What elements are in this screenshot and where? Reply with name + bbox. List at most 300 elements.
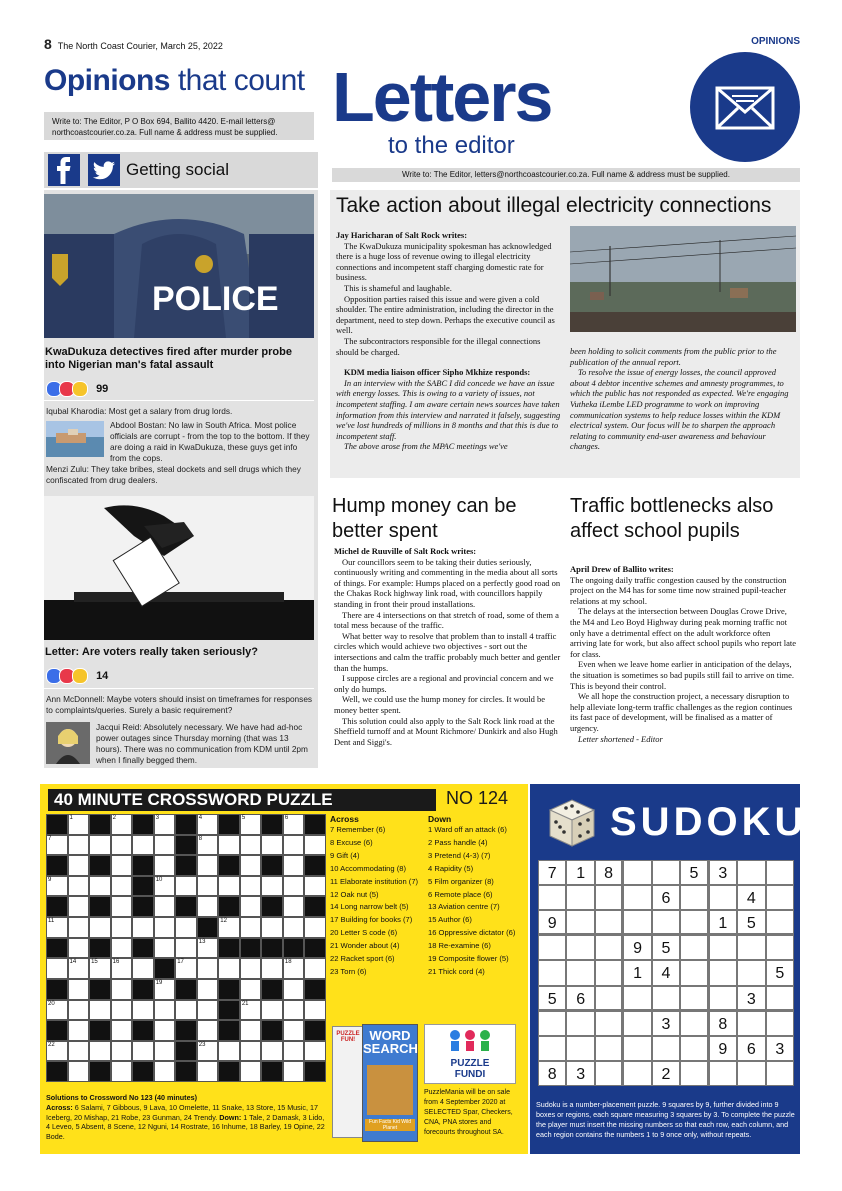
sudoku-cell[interactable]	[680, 885, 708, 910]
crossword-black-cell	[46, 1020, 68, 1041]
crossword-cell[interactable]	[197, 1020, 219, 1041]
crossword-cell[interactable]	[283, 1020, 305, 1041]
crossword-cell[interactable]	[68, 958, 90, 979]
crossword-cell[interactable]	[218, 958, 240, 979]
sudoku-cell[interactable]	[652, 910, 680, 935]
crossword-cell[interactable]	[111, 917, 133, 938]
crossword-cell[interactable]	[111, 958, 133, 979]
sudoku-cell[interactable]	[538, 935, 566, 960]
crossword-cell[interactable]	[175, 917, 197, 938]
crossword-cell[interactable]	[283, 979, 305, 1000]
solutions-down-label: Down:	[219, 1112, 242, 1122]
clue-number: 7	[48, 835, 52, 842]
sudoku-cell[interactable]: 1	[709, 910, 737, 935]
crossword-cell[interactable]	[240, 835, 262, 856]
crossword-cell[interactable]	[304, 1000, 326, 1021]
crossword-cell[interactable]	[304, 835, 326, 856]
crossword-cell[interactable]	[68, 896, 90, 917]
crossword-cell[interactable]	[197, 855, 219, 876]
crossword-cell[interactable]	[46, 876, 68, 897]
crossword-cell[interactable]	[89, 958, 111, 979]
crossword-cell[interactable]	[132, 958, 154, 979]
crossword-cell[interactable]	[283, 1000, 305, 1021]
crossword-cell[interactable]	[283, 1041, 305, 1062]
crossword-cell[interactable]	[111, 814, 133, 835]
crossword-cell[interactable]	[68, 938, 90, 959]
solutions-down: 1 Tale, 2 Damask, 3 Lido, 4 Leveo, 5 Absent, 8 Scene, 12 Nguni, 14 Rostrate, 16 Inhume, 18 Barley, 19 Opine, 22 Bode.	[46, 1112, 325, 1142]
crossword-cell[interactable]	[283, 896, 305, 917]
sudoku-cell[interactable]: 5	[538, 986, 566, 1011]
crossword-cell[interactable]	[154, 1041, 176, 1062]
hump-letter-author: Michel de Ruuville of Salt Rock writes:	[334, 546, 477, 556]
paragraph: The above arose from the MPAC meetings we've	[344, 441, 508, 452]
traffic-letter-headline: Traffic bottlenecks also affect school pupils	[570, 495, 774, 542]
social-story-2-reactions	[46, 668, 108, 684]
crossword-cell[interactable]	[46, 835, 68, 856]
crossword-grid[interactable]	[46, 814, 326, 1082]
crossword-cell[interactable]	[197, 1061, 219, 1082]
wow-icon	[72, 381, 88, 397]
sudoku-cell[interactable]	[680, 1036, 708, 1061]
crossword-cell[interactable]	[132, 1000, 154, 1021]
crossword-cell[interactable]	[197, 979, 219, 1000]
sudoku-cell[interactable]	[766, 1061, 794, 1086]
comment: Iqubal Kharodia: Most get a salary from drug lords.	[46, 406, 233, 416]
crossword-cell[interactable]	[218, 917, 240, 938]
crossword-cell[interactable]	[304, 958, 326, 979]
clue-number: 4	[198, 815, 203, 821]
sudoku-cell[interactable]	[595, 960, 623, 985]
crossword-cell[interactable]	[197, 958, 219, 979]
social-story-1-reactions	[46, 381, 108, 397]
crossword-cell[interactable]	[240, 958, 262, 979]
book-footer: Fun Facts Kid Wild Planet	[365, 1119, 415, 1131]
sudoku-cell[interactable]	[566, 935, 594, 960]
sudoku-cell[interactable]	[595, 935, 623, 960]
crossword-cell[interactable]	[132, 835, 154, 856]
crossword-black-cell	[261, 896, 283, 917]
town-photo	[570, 226, 796, 332]
clue-number: 12	[220, 918, 227, 925]
sudoku-cell[interactable]: 2	[652, 1061, 680, 1086]
sudoku-cell[interactable]: 6	[566, 986, 594, 1011]
sudoku-cell[interactable]	[680, 960, 708, 985]
social-story-1-headline[interactable]: KwaDukuza detectives fired after murder probe into Nigerian man's fatal assault	[45, 346, 292, 371]
crossword-cell[interactable]	[111, 979, 133, 1000]
sudoku-cell[interactable]	[623, 1061, 651, 1086]
crossword-black-cell	[218, 1020, 240, 1041]
crossword-cell[interactable]	[240, 1061, 262, 1082]
crossword-cell[interactable]	[283, 835, 305, 856]
sudoku-cell[interactable]: 3	[737, 986, 765, 1011]
down-clue: 4 Rapidity (5)	[428, 863, 474, 873]
getting-social-label: Getting social	[126, 160, 229, 179]
crossword-black-cell	[46, 979, 68, 1000]
sudoku-cell[interactable]: 1	[566, 860, 594, 885]
crossword-cell[interactable]	[89, 835, 111, 856]
crossword-cell[interactable]	[154, 876, 176, 897]
paragraph: What better way to resolve that problem than to install 4 traffic circles which would achieve two objectives - sort out the intersections and calm the traffic probably much better and gentler than the humps.	[334, 630, 561, 673]
crossword-cell[interactable]	[154, 1061, 176, 1082]
crossword-cell[interactable]	[197, 938, 219, 959]
crossword-cell[interactable]	[304, 876, 326, 897]
crossword-cell[interactable]	[68, 1061, 90, 1082]
crossword-cell[interactable]	[218, 876, 240, 897]
crossword-cell[interactable]	[68, 1000, 90, 1021]
crossword-cell[interactable]	[175, 876, 197, 897]
crossword-black-cell	[261, 855, 283, 876]
crossword-cell[interactable]	[218, 1041, 240, 1062]
sudoku-cell[interactable]: 8	[709, 1011, 737, 1036]
sudoku-title: SUDOKU	[610, 800, 808, 844]
crossword-cell[interactable]	[154, 938, 176, 959]
solutions-across: 6 Salami, 7 Gibbous, 9 Lava, 10 Omelette, 11 Snake, 13 Store, 15 Music, 17 Iceberg, 20 Mishap, 21 Robe, 23 Gunman, 24 Trendy.	[46, 1102, 318, 1122]
sudoku-cell[interactable]	[623, 910, 651, 935]
crossword-cell[interactable]	[261, 1000, 283, 1021]
crossword-cell[interactable]	[46, 958, 68, 979]
crossword-cell[interactable]	[261, 835, 283, 856]
paragraph: There are 4 intersections on that stretch of road, some of them a total mess because of the traffic.	[334, 609, 559, 631]
clue-number: 18	[284, 959, 292, 966]
sudoku-cell[interactable]: 4	[737, 885, 765, 910]
crossword-cell[interactable]	[240, 979, 262, 1000]
clue-number: 10	[155, 876, 163, 883]
sudoku-cell[interactable]	[538, 1011, 566, 1036]
crossword-cell[interactable]	[304, 1041, 326, 1062]
crossword-cell[interactable]	[261, 1041, 283, 1062]
across-clue: 17 Building for books (7)	[330, 915, 413, 925]
crossword-cell[interactable]	[154, 814, 176, 835]
crossword-cell[interactable]	[132, 1041, 154, 1062]
crossword-cell[interactable]	[197, 814, 219, 835]
crossword-black-cell	[218, 1061, 240, 1082]
sudoku-cell[interactable]: 1	[623, 960, 651, 985]
crossword-cell[interactable]	[197, 896, 219, 917]
crossword-black-cell	[46, 938, 68, 959]
crossword-cell[interactable]	[240, 1000, 262, 1021]
sudoku-cell[interactable]	[623, 1036, 651, 1061]
down-clues	[428, 814, 528, 979]
crossword-cell[interactable]	[283, 958, 305, 979]
crossword-cell[interactable]	[89, 876, 111, 897]
crossword-cell[interactable]	[283, 855, 305, 876]
traffic-letter-body	[570, 564, 798, 744]
sudoku-cell[interactable]: 5	[680, 860, 708, 885]
solutions-across-label: Across:	[46, 1102, 73, 1112]
sudoku-cell[interactable]: 7	[538, 860, 566, 885]
sudoku-cell[interactable]: 8	[538, 1061, 566, 1086]
crossword-black-cell	[175, 896, 197, 917]
wow-icon	[72, 668, 88, 684]
crossword-cell[interactable]	[46, 1000, 68, 1021]
crossword-black-cell	[89, 1020, 111, 1041]
book-title: WORD SEARCH	[363, 1028, 418, 1056]
crossword-cell[interactable]	[240, 896, 262, 917]
sudoku-cell[interactable]: 5	[652, 935, 680, 960]
crossword-cell[interactable]	[111, 1000, 133, 1021]
crossword-black-cell	[283, 938, 305, 959]
crossword-cell[interactable]	[240, 814, 262, 835]
solutions-title: Solutions to Crossword No 123 (40 minutes)	[46, 1093, 197, 1102]
crossword-cell[interactable]	[132, 917, 154, 938]
crossword-cell[interactable]	[68, 814, 90, 835]
crossword-black-cell	[46, 855, 68, 876]
crossword-cell[interactable]	[240, 917, 262, 938]
clue-number: 11	[48, 918, 55, 925]
main-letter-col1	[336, 230, 562, 452]
sudoku-cell[interactable]: 9	[538, 910, 566, 935]
sudoku-cell[interactable]: 3	[766, 1036, 794, 1061]
sudoku-cell[interactable]	[652, 860, 680, 885]
sudoku-cell[interactable]: 3	[652, 1011, 680, 1036]
clue-number: 6	[284, 815, 289, 821]
crossword-cell[interactable]	[68, 835, 90, 856]
sudoku-cell[interactable]	[680, 1061, 708, 1086]
crossword-title: 40 MINUTE CROSSWORD PUZZLE	[48, 789, 522, 811]
crossword-black-cell	[261, 979, 283, 1000]
crossword-cell[interactable]	[240, 1020, 262, 1041]
facebook-icon[interactable]	[48, 154, 80, 186]
sudoku-cell[interactable]	[538, 960, 566, 985]
crossword-cell[interactable]	[240, 1041, 262, 1062]
sudoku-cell[interactable]	[766, 910, 794, 935]
crossword-cell[interactable]	[304, 917, 326, 938]
editor-note: Letter shortened - Editor	[578, 733, 663, 744]
crossword-black-cell	[175, 1041, 197, 1062]
hump-letter-headline: Hump money can be better spent	[332, 495, 517, 542]
sudoku-cell[interactable]	[737, 860, 765, 885]
crossword-cell[interactable]	[68, 876, 90, 897]
clue-number: 2	[112, 815, 116, 821]
sudoku-cell[interactable]: 8	[595, 860, 623, 885]
paragraph: Even when we leave home earlier in anticipation of the delays, the situation is sometimes so bad pupils still fail to arrive on time. This is beyond their control.	[570, 659, 795, 691]
crossword-black-cell	[46, 1061, 68, 1082]
down-clue: 18 Re-examine (6)	[428, 941, 491, 951]
crossword-cell[interactable]	[154, 917, 176, 938]
across-clue: 11 Elaborate institution (7)	[330, 876, 419, 886]
sudoku-cell[interactable]: 3	[709, 860, 737, 885]
crossword-black-cell	[304, 855, 326, 876]
sudoku-cell[interactable]	[623, 1011, 651, 1036]
sudoku-cell[interactable]	[709, 935, 737, 960]
sudoku-grid[interactable]	[538, 860, 794, 1086]
crossword-cell[interactable]	[240, 876, 262, 897]
across-clue: 10 Accommodating (8)	[330, 863, 406, 873]
crossword-black-cell	[218, 979, 240, 1000]
sudoku-cell[interactable]: 6	[652, 885, 680, 910]
crossword-cell[interactable]	[283, 917, 305, 938]
crossword-cell[interactable]	[283, 814, 305, 835]
sudoku-cell[interactable]	[680, 910, 708, 935]
crossword-black-cell	[175, 1061, 197, 1082]
crossword-cell[interactable]	[240, 855, 262, 876]
crossword-cell[interactable]	[154, 835, 176, 856]
crossword-cell[interactable]	[111, 896, 133, 917]
crossword-cell[interactable]	[197, 835, 219, 856]
sudoku-cell[interactable]	[566, 910, 594, 935]
sudoku-cell[interactable]: 3	[566, 1061, 594, 1086]
sudoku-cell[interactable]: 5	[766, 960, 794, 985]
sudoku-cell[interactable]	[538, 1036, 566, 1061]
crossword-cell[interactable]	[111, 855, 133, 876]
crossword-black-cell	[261, 1020, 283, 1041]
comment: Menzi Zulu: They take bribes, steal dockets and sell drugs which they confiscated from drug dealers.	[46, 464, 301, 485]
twitter-icon[interactable]	[88, 154, 120, 186]
crossword-cell[interactable]	[154, 1020, 176, 1041]
crossword-black-cell	[132, 1020, 154, 1041]
police-photo-text: POLICE	[152, 280, 279, 318]
crossword-cell[interactable]	[261, 958, 283, 979]
sudoku-cell[interactable]	[737, 1061, 765, 1086]
paragraph: To resolve the issue of energy losses, the council approved about 4 debtor incentive schemes and amnesty programmes, to which the public has not responded as expected. We're engaging Vutheka iLembe LED programme to work on improving communication systems to help reduce losses within the KDM electrical system. Our focus will be to sharpen the approach relating to community end-user awareness and behaviour changes.	[570, 367, 789, 452]
crossword-cell[interactable]	[68, 979, 90, 1000]
crossword-black-cell	[46, 814, 68, 835]
sudoku-cell[interactable]	[709, 1061, 737, 1086]
main-letter-col2	[570, 346, 796, 452]
sudoku-cell[interactable]	[652, 986, 680, 1011]
sudoku-cell[interactable]	[766, 860, 794, 885]
sudoku-cell[interactable]	[766, 885, 794, 910]
paragraph: In an interview with the SABC I did concede we have an issue with energy losses. This is owing to a variety of issues, not incompetent staffing. I am aware certain news sources have taken information from this interview and narrated it falsely, suggesting we've lost hundreds of millions in 8 months and that this is due to incompetent staff.	[336, 377, 561, 441]
down-title: Down	[428, 814, 452, 824]
sudoku-cell[interactable]	[623, 860, 651, 885]
sudoku-cell[interactable]: 5	[737, 910, 765, 935]
puzzle-fun-book	[332, 1026, 364, 1138]
paragraph: This is shameful and laughable.	[344, 282, 452, 293]
crossword-black-cell	[89, 1061, 111, 1082]
clue-number: 9	[48, 876, 52, 883]
across-clue: 22 Racket sport (6)	[330, 954, 395, 964]
crossword-cell[interactable]	[197, 1041, 219, 1062]
sudoku-cell[interactable]	[595, 910, 623, 935]
sudoku-cell[interactable]	[566, 1011, 594, 1036]
crossword-cell[interactable]	[89, 1041, 111, 1062]
sudoku-cell[interactable]: 9	[709, 1036, 737, 1061]
envelope-icon	[690, 52, 800, 162]
sudoku-cell[interactable]	[595, 885, 623, 910]
crossword-cell[interactable]	[89, 1000, 111, 1021]
crossword-cell[interactable]	[111, 835, 133, 856]
crossword-cell[interactable]	[111, 1020, 133, 1041]
crossword-cell[interactable]	[111, 876, 133, 897]
crossword-black-cell	[89, 938, 111, 959]
crossword-black-cell	[132, 896, 154, 917]
sudoku-cell[interactable]	[737, 935, 765, 960]
crossword-cell[interactable]	[261, 876, 283, 897]
crossword-black-cell	[132, 979, 154, 1000]
sudoku-cell[interactable]	[709, 885, 737, 910]
crossword-cell[interactable]	[175, 938, 197, 959]
crossword-black-cell	[175, 1020, 197, 1041]
clue-number: 22	[48, 1041, 55, 1048]
letters-subtitle: to the editor	[388, 132, 515, 159]
sudoku-cell[interactable]	[766, 935, 794, 960]
crossword-cell[interactable]	[197, 876, 219, 897]
ballot-box-photo	[44, 496, 314, 640]
puzzle-fundi-book	[424, 1024, 516, 1084]
crossword-black-cell	[240, 938, 262, 959]
sudoku-cell[interactable]	[737, 1011, 765, 1036]
crossword-cell[interactable]	[68, 855, 90, 876]
social-story-2-headline[interactable]: Letter: Are voters really taken seriously?	[45, 646, 258, 658]
sudoku-cell[interactable]	[595, 1061, 623, 1086]
opinions-title	[44, 64, 305, 98]
crossword-cell[interactable]	[68, 1041, 90, 1062]
paragraph: been holding to solicit comments from the public prior to the publication of the annual report.	[570, 346, 777, 367]
divider	[44, 400, 314, 401]
sudoku-cell[interactable]	[766, 1011, 794, 1036]
crossword-cell[interactable]	[283, 1061, 305, 1082]
sudoku-cell[interactable]	[766, 986, 794, 1011]
crossword-cell[interactable]	[46, 917, 68, 938]
sudoku-cell[interactable]	[737, 960, 765, 985]
sudoku-cell[interactable]	[566, 1036, 594, 1061]
sudoku-cell[interactable]	[680, 986, 708, 1011]
sudoku-cell[interactable]	[680, 1011, 708, 1036]
clue-number: 20	[48, 1000, 55, 1007]
down-clue: 1 Ward off an attack (6)	[428, 825, 507, 834]
crossword-cell[interactable]	[175, 1000, 197, 1021]
down-clue: 6 Remote place (6)	[428, 889, 493, 899]
crossword-black-cell	[154, 958, 176, 979]
paragraph: The KwaDukuza municipality spokesman has acknowledged there is a huge loss of revenue owing to illegal electricity connections and incompetent staff charging domestic rate for business.	[336, 240, 552, 283]
crossword-cell[interactable]	[154, 1000, 176, 1021]
crossword-cell[interactable]	[261, 917, 283, 938]
crossword-cell[interactable]	[111, 1061, 133, 1082]
crossword-cell[interactable]	[283, 876, 305, 897]
sudoku-cell[interactable]: 6	[737, 1036, 765, 1061]
across-clue: 21 Wonder about (4)	[330, 941, 400, 951]
crossword-cell[interactable]	[154, 979, 176, 1000]
paragraph: Our councillors seem to be taking their duties seriously, continuously writing and commenting in the media about all sorts of things. For example: Humps placed on a perfectly good road on the Chakas Rock highway link road, with councillors happily standing in front their proud installations.	[334, 556, 561, 609]
crossword-black-cell	[304, 979, 326, 1000]
sudoku-cell[interactable]	[680, 935, 708, 960]
crossword-cell[interactable]	[175, 958, 197, 979]
crossword-black-cell	[261, 1061, 283, 1082]
crossword-black-cell	[304, 896, 326, 917]
sudoku-cell[interactable]	[566, 885, 594, 910]
across-clue: 9 Gift (4)	[330, 850, 360, 860]
crossword-cell[interactable]	[154, 896, 176, 917]
crossword-cell[interactable]	[89, 917, 111, 938]
crossword-cell[interactable]	[46, 1041, 68, 1062]
sudoku-cell[interactable]	[595, 986, 623, 1011]
crossword-cell[interactable]	[68, 917, 90, 938]
crossword-cell[interactable]	[197, 1000, 219, 1021]
sudoku-cell[interactable]	[623, 885, 651, 910]
sudoku-cell[interactable]	[623, 986, 651, 1011]
crossword-cell[interactable]	[218, 835, 240, 856]
sudoku-cell[interactable]: 9	[623, 935, 651, 960]
crossword-black-cell	[132, 938, 154, 959]
crossword-cell[interactable]	[111, 938, 133, 959]
crossword-cell[interactable]	[111, 1041, 133, 1062]
down-clue: 13 Aviation centre (7)	[428, 902, 500, 912]
sudoku-cell[interactable]	[652, 1036, 680, 1061]
clue-number: 23	[198, 1041, 206, 1048]
sudoku-cell[interactable]	[709, 960, 737, 985]
sudoku-cell[interactable]	[595, 1011, 623, 1036]
getting-social-bar	[44, 152, 318, 188]
sudoku-cell[interactable]	[595, 1036, 623, 1061]
sudoku-cell[interactable]: 4	[652, 960, 680, 985]
sudoku-cell[interactable]	[538, 885, 566, 910]
crossword-cell[interactable]	[68, 1020, 90, 1041]
sudoku-cell[interactable]	[709, 986, 737, 1011]
crossword-cell[interactable]	[154, 855, 176, 876]
paragraph: Well, we could use the hump money for circles. It would be money better spent.	[334, 694, 546, 715]
sudoku-cell[interactable]	[566, 960, 594, 985]
